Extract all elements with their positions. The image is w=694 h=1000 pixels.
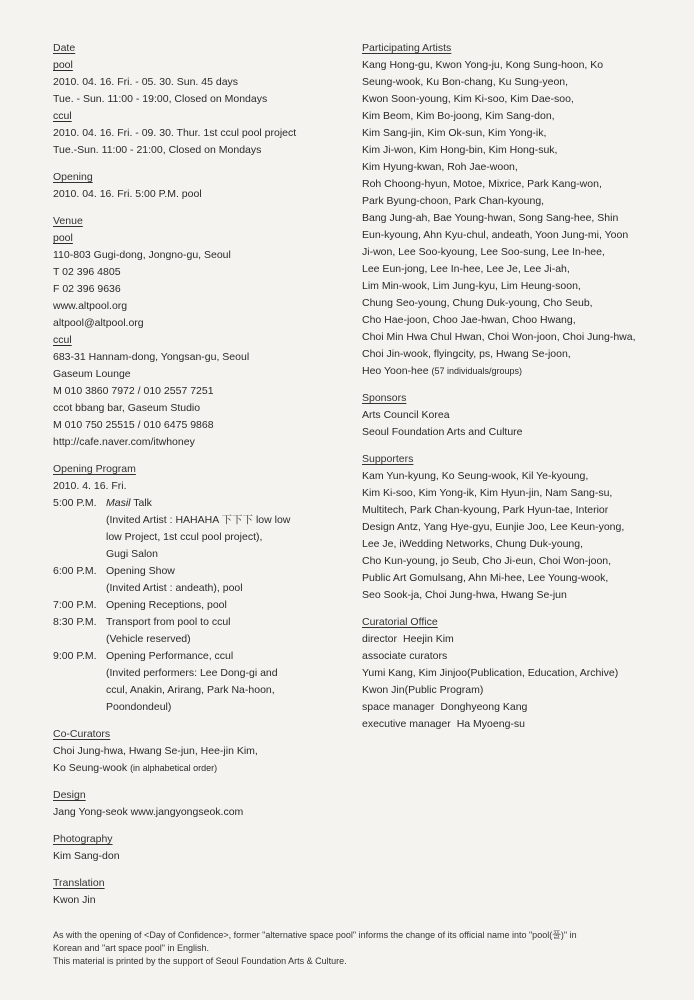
opening-heading: Opening	[53, 171, 93, 183]
program-title: Transport from pool to ccul	[106, 616, 231, 628]
photography-section	[53, 831, 343, 865]
program-title: Opening Performance, ccul	[106, 650, 234, 662]
program-time: 7:00 P.M.	[53, 599, 97, 611]
program-detail: (Invited Artist : andeath), pool	[106, 582, 243, 594]
cocurators-note: (in alphabetical order)	[130, 763, 218, 773]
program-detail: Gugi Salon	[106, 548, 158, 560]
artists-line: Choi Jin-wook, flyingcity, ps, Hwang Se-joon,	[362, 348, 571, 360]
supporters-line: Kam Yun-kyung, Ko Seung-wook, Kil Ye-kyoung,	[362, 470, 589, 482]
office-name: Kwon Jin(Public Program)	[362, 684, 484, 696]
venue-ccul-line: Gaseum Lounge	[53, 368, 131, 380]
program-detail: (Vehicle reserved)	[106, 633, 191, 645]
program-heading: Opening Program	[53, 463, 136, 475]
footer-note	[53, 929, 653, 968]
program-time: 5:00 P.M.	[53, 497, 97, 509]
artists-line: Chung Seo-young, Chung Duk-young, Cho Seub,	[362, 297, 593, 309]
program-detail: (Invited performers: Lee Dong-gi and	[106, 667, 278, 679]
office-name: Ha Myoeng-su	[456, 718, 525, 730]
office-name: Donghyeong Kang	[440, 701, 528, 713]
program-time: 8:30 P.M.	[53, 616, 97, 628]
photography-credit: Kim Sang-don	[53, 850, 120, 862]
program-item	[53, 495, 343, 563]
footer-line: As with the opening of <Day of Confidence>, former "alternative space pool" informs the change of its official name into "pool(풀)" in	[53, 930, 577, 940]
venue-pool-email: altpool@altpool.org	[53, 317, 144, 329]
artists-line: Kang Hong-gu, Kwon Yong-ju, Kong Sung-hoon, Ko	[362, 59, 604, 71]
supporters-section	[362, 451, 662, 604]
program-section	[53, 461, 343, 716]
artists-line: Seung-wook, Ku Bon-chang, Ku Sung-yeon,	[362, 76, 569, 88]
cocurators-line: Choi Jung-hwa, Hwang Se-jun, Hee-jin Kim,	[53, 745, 258, 757]
footer-line: Korean and "art space pool" in English.	[53, 943, 209, 953]
venue-section	[53, 213, 343, 451]
venue-ccul-line: M 010 750 25515 / 010 6475 9868	[53, 419, 214, 431]
program-item	[53, 597, 343, 614]
artists-line: Ji-won, Lee Soo-kyoung, Lee Soo-sung, Lee In-hee,	[362, 246, 605, 258]
artists-line: Kim Ji-won, Kim Hong-bin, Kim Hong-suk,	[362, 144, 558, 156]
supporters-heading: Supporters	[362, 453, 414, 465]
artists-line: Eun-kyoung, Ahn Kyu-chul, andeath, Yoon Jung-mi, Yoon	[362, 229, 629, 241]
program-item	[53, 563, 343, 597]
opening-line: 2010. 04. 16. Fri. 5:00 P.M. pool	[53, 188, 202, 200]
sponsor-item: Seoul Foundation Arts and Culture	[362, 426, 523, 438]
office-role: space manager	[362, 701, 435, 713]
translation-section	[53, 875, 343, 909]
artists-line: Choi Min Hwa Chul Hwan, Choi Won-joon, Choi Jung-hwa,	[362, 331, 636, 343]
artists-count-note: (57 individuals/groups)	[431, 366, 523, 376]
program-detail: ccul, Anakin, Arirang, Park Na-hoon,	[106, 684, 275, 696]
venue-ccul-label: ccul	[53, 334, 72, 346]
artists-line: Kim Beom, Kim Bo-joong, Kim Sang-don,	[362, 110, 555, 122]
venue-ccul-line: M 010 3860 7972 / 010 2557 7251	[53, 385, 214, 397]
date-pool-label: pool	[53, 59, 73, 71]
date-pool-line: Tue. - Sun. 11:00 - 19:00, Closed on Mondays	[53, 93, 268, 105]
program-item	[53, 614, 343, 648]
artists-last-name: Heo Yoon-hee	[362, 365, 429, 377]
supporters-line: Lee Je, iWedding Networks, Chung Duk-young,	[362, 538, 584, 550]
program-title: Talk	[133, 497, 152, 509]
program-item	[53, 648, 343, 716]
cocurators-heading: Co-Curators	[53, 728, 111, 740]
supporters-line: Cho Kun-young, jo Seub, Cho Ji-eun, Choi Won-joon,	[362, 555, 612, 567]
artists-line: Kim Hyung-kwan, Roh Jae-woon,	[362, 161, 518, 173]
venue-ccul-line: 683-31 Hannam-dong, Yongsan-gu, Seoul	[53, 351, 250, 363]
design-section	[53, 787, 343, 821]
date-ccul-label: ccul	[53, 110, 72, 122]
program-date: 2010. 4. 16. Fri.	[53, 480, 127, 492]
design-credit: Jang Yong-seok www.jangyongseok.com	[53, 806, 244, 818]
artists-line: Kwon Soon-young, Kim Ki-soo, Kim Dae-soo,	[362, 93, 574, 105]
date-heading: Date	[53, 42, 76, 54]
design-heading: Design	[53, 789, 86, 801]
venue-pool-phone: T 02 396 4805	[53, 266, 121, 278]
date-ccul-line: Tue.-Sun. 11:00 - 21:00, Closed on Mondays	[53, 144, 262, 156]
artists-line: Lee Eun-jong, Lee In-hee, Lee Je, Lee Ji-ah,	[362, 263, 570, 275]
office-name: Heejin Kim	[403, 633, 454, 645]
program-detail: Poondondeul)	[106, 701, 172, 713]
artists-line: Park Byung-choon, Park Chan-kyoung,	[362, 195, 545, 207]
program-detail: (Invited Artist : HAHAHA 下下下 low low	[106, 514, 291, 526]
supporters-line: Design Antz, Yang Hye-gyu, Eunjie Joo, Lee Keun-yong,	[362, 521, 625, 533]
venue-heading: Venue	[53, 215, 83, 227]
office-heading: Curatorial Office	[362, 616, 438, 628]
program-title: Opening Receptions, pool	[106, 599, 227, 611]
office-role: director	[362, 633, 398, 645]
venue-pool-fax: F 02 396 9636	[53, 283, 121, 295]
artists-section	[362, 40, 662, 380]
date-ccul-line: 2010. 04. 16. Fri. - 09. 30. Thur. 1st ccul pool project	[53, 127, 297, 139]
supporters-line: Multitech, Park Chan-kyoung, Park Hyun-tae, Interior	[362, 504, 609, 516]
venue-ccul-line: ccot bbang bar, Gaseum Studio	[53, 402, 201, 414]
program-talk-name: Masil	[106, 497, 131, 509]
office-name: Yumi Kang, Kim Jinjoo(Publication, Education, Archive)	[362, 667, 619, 679]
translation-heading: Translation	[53, 877, 105, 889]
supporters-line: Public Art Gomulsang, Ahn Mi-hee, Lee Young-wook,	[362, 572, 609, 584]
sponsors-section	[362, 390, 662, 441]
artists-line: Bang Jung-ah, Bae Young-hwan, Song Sang-hee, Shin	[362, 212, 619, 224]
program-time: 6:00 P.M.	[53, 565, 97, 577]
supporters-line: Seo Sook-ja, Choi Jung-hwa, Hwang Se-jun	[362, 589, 567, 601]
supporters-line: Kim Ki-soo, Kim Yong-ik, Kim Hyun-jin, Nam Sang-su,	[362, 487, 613, 499]
cocurators-line: Ko Seung-wook	[53, 762, 128, 774]
artists-line: Roh Choong-hyun, Motoe, Mixrice, Park Kang-won,	[362, 178, 602, 190]
left-column	[53, 40, 343, 919]
office-role: executive manager	[362, 718, 451, 730]
translation-credit: Kwon Jin	[53, 894, 96, 906]
program-detail: low Project, 1st ccul pool project),	[106, 531, 263, 543]
artists-line: Cho Hae-joon, Choo Jae-hwan, Choo Hwang,	[362, 314, 576, 326]
right-column	[362, 40, 662, 743]
office-role: associate curators	[362, 650, 448, 662]
cocurators-section	[53, 726, 343, 777]
venue-pool-line: 110-803 Gugi-dong, Jongno-gu, Seoul	[53, 249, 231, 261]
date-pool-line: 2010. 04. 16. Fri. - 05. 30. Sun. 45 days	[53, 76, 239, 88]
venue-pool-website: www.altpool.org	[53, 300, 128, 312]
sponsors-heading: Sponsors	[362, 392, 407, 404]
program-time: 9:00 P.M.	[53, 650, 97, 662]
opening-section	[53, 169, 343, 203]
program-title: Opening Show	[106, 565, 175, 577]
artists-line: Lim Min-wook, Lim Jung-kyu, Lim Heung-soon,	[362, 280, 581, 292]
venue-ccul-cafe-link: http://cafe.naver.com/itwhoney	[53, 436, 195, 448]
photography-heading: Photography	[53, 833, 113, 845]
sponsor-item: Arts Council Korea	[362, 409, 450, 421]
footer-line: This material is printed by the support of Seoul Foundation Arts & Culture.	[53, 956, 347, 966]
date-section	[53, 40, 343, 159]
office-section	[362, 614, 662, 733]
venue-pool-label: pool	[53, 232, 73, 244]
artists-line: Kim Sang-jin, Kim Ok-sun, Kim Yong-ik,	[362, 127, 547, 139]
artists-heading: Participating Artists	[362, 42, 452, 54]
